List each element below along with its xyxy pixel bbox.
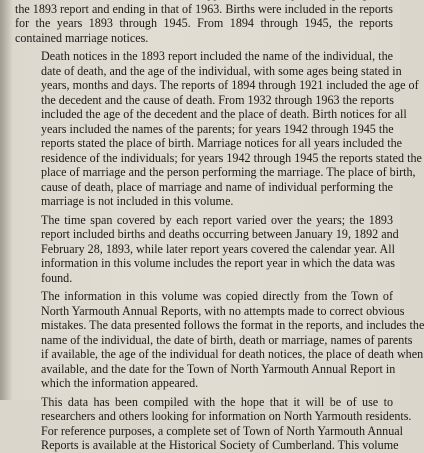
text-line: if available, the age of the individual for death notices, the place of death when (41, 347, 424, 361)
text-line: This data has been compiled with the hope that it will be of use to (41, 394, 393, 409)
paragraph-death-notices (15, 49, 422, 209)
text-line: mistakes. The data presented follows the format in the reports, and includes the (41, 318, 424, 332)
text-line: years included the names of the parents; for years 1942 through 1945 the (41, 121, 394, 136)
text-line: years, months and days. The reports of 1894 through 1921 included the age of (41, 78, 419, 92)
text-line: information in this volume includes the report year in which the data was (41, 256, 395, 270)
paragraph-time-span (15, 212, 399, 286)
text-line: The time span covered by each report varied over the years; the 1893 (41, 212, 393, 227)
text-line: name of the individual, the date of birth, death or marriage, names of parents (41, 332, 413, 347)
text-line: included the age of the decedent and the place of death. Birth notices for all (41, 107, 407, 121)
document-body (15, 0, 424, 453)
page-binding-shadow (0, 0, 12, 400)
text-line: Reports is available at the Historical Society of Cumberland. This volume (41, 438, 399, 452)
paragraph-vital-records-intro (15, 0, 393, 45)
text-line: contained marriage notices. (15, 30, 149, 45)
paragraph-compilation-purpose (15, 394, 412, 453)
text-line: North Yarmouth Annual Reports, with no attempts made to correct obvious (41, 303, 405, 318)
text-line: the decedent and the cause of death. From 1932 through 1963 the reports (41, 92, 394, 107)
text-line: available, and the date for the Town of North Yarmouth Annual Report in (41, 361, 396, 376)
text-line: February 28, 1893, while later report years covered the calendar year. All (41, 241, 395, 256)
text-line: date of death, and the age of the individual, with some ages being stated in (41, 63, 402, 78)
text-line: reports stated the place of birth. Marriage notices for all years included the (41, 136, 402, 150)
text-line: residence of the individuals; for years 1942 through 1945 the reports stated the (41, 150, 422, 165)
text-line: Death notices in the 1893 report included the name of the individual, the (41, 49, 393, 63)
text-line: found. (41, 270, 73, 285)
text-line: place of marriage and the person performing the marriage. The place of birth, (41, 165, 416, 179)
text-line: the 1893 report and ending in that of 1963. Births were included in the reports (15, 1, 393, 16)
text-line: which the information appeared. (41, 376, 199, 390)
text-line: The information in this volume was copied directly from the Town of (41, 289, 393, 303)
text-line: for the years 1893 through 1945. From 1894 through 1945, the reports (15, 16, 393, 30)
text-line: marriage is not included in this volume. (41, 194, 234, 208)
text-line: For reference purposes, a complete set of Town of North Yarmouth Annual (41, 423, 403, 438)
paragraph-information-source (15, 289, 424, 391)
text-line: researchers and others looking for information on North Yarmouth residents. (41, 409, 412, 423)
text-line: report included births and deaths occurring between January 19, 1892 and (41, 227, 399, 241)
text-line: cause of death, place of marriage and name of individual performing the (41, 179, 393, 194)
